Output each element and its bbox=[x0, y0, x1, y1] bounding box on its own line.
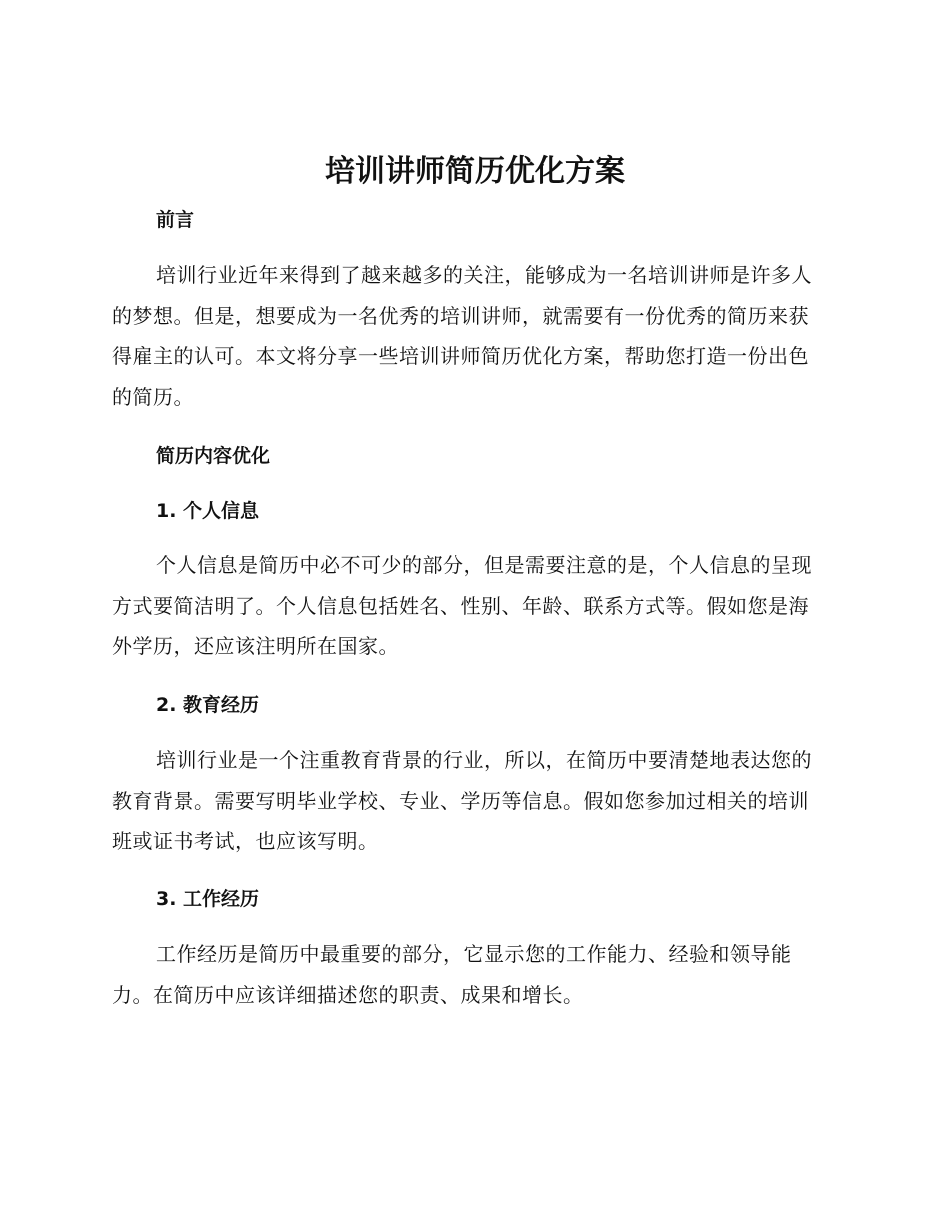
section-heading-preface: 前言 bbox=[156, 209, 195, 231]
section-heading-personal-info: 1. 个人信息 bbox=[156, 500, 260, 522]
education-paragraph: 培训行业是一个注重教育背景的行业，所以，在简历中要清楚地表达您的教育背景。需要写明毕业学校、专业、学历等信息。假如您参加过相关的培训班或证书考试，也应该写明。 bbox=[112, 748, 812, 853]
document-title: 培训讲师简历优化方案 bbox=[325, 154, 625, 189]
personal-info-paragraph: 个人信息是简历中必不可少的部分，但是需要注意的是，个人信息的呈现方式要简洁明了。个人信息包括姓名、性别、年龄、联系方式等。假如您是海外学历，还应该注明所在国家。 bbox=[112, 553, 812, 658]
work-experience-paragraph: 工作经历是简历中最重要的部分，它显示您的工作能力、经验和领导能力。在简历中应该详细描述您的职责、成果和增长。 bbox=[112, 942, 792, 1007]
section-heading-work-experience: 3. 工作经历 bbox=[156, 888, 260, 910]
section-heading-content-optimization: 简历内容优化 bbox=[156, 445, 271, 467]
preface-paragraph: 培训行业近年来得到了越来越多的关注，能够成为一名培训讲师是许多人的梦想。但是，想要成为一名优秀的培训讲师，就需要有一份优秀的简历来获得雇主的认可。本文将分享一些培训讲师简历优化方案，帮助您打造一份出色的简历。 bbox=[112, 263, 812, 409]
section-heading-education: 2. 教育经历 bbox=[156, 694, 260, 716]
